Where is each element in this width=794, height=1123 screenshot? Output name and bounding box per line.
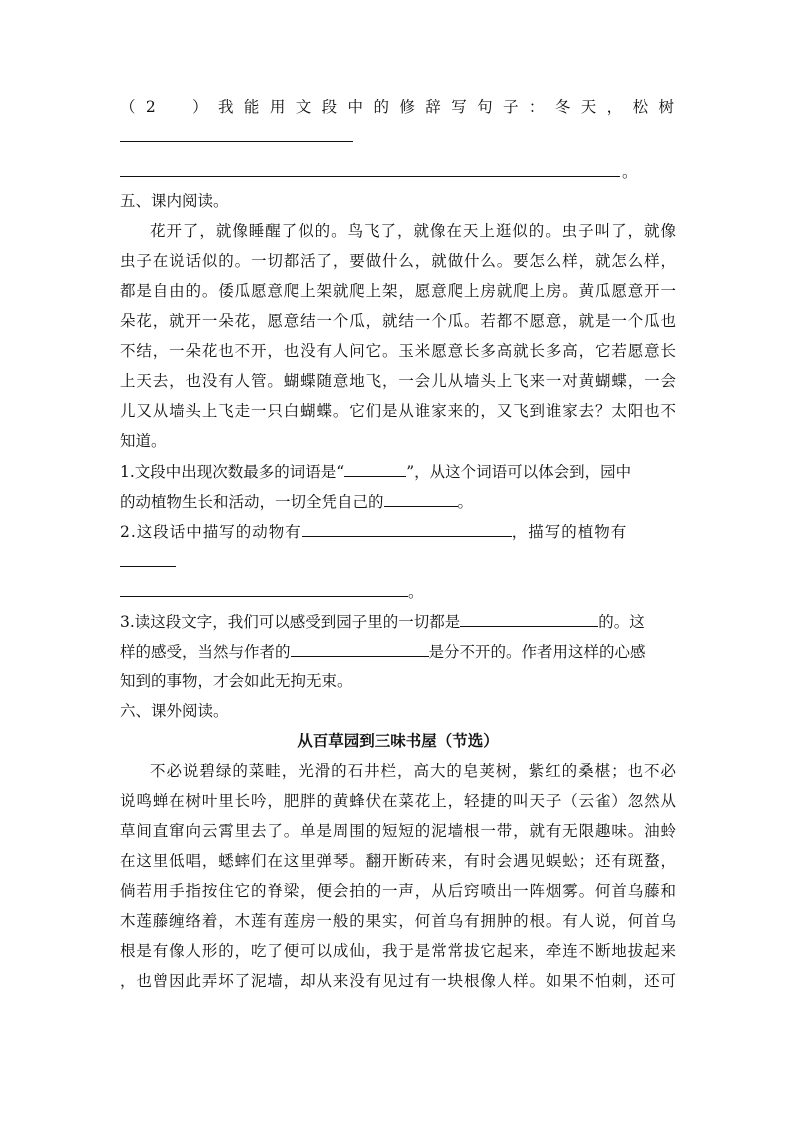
q1-text-c: 的动植物生长和活动，一切全凭自己的 [120, 493, 384, 511]
passage6-line: 木莲藤缠络着，木莲有莲房一般的果实，何首乌有拥肿的根。有人说，何首乌 [120, 912, 676, 930]
q2b-blank-plants-1[interactable] [120, 546, 176, 567]
passage5-line: 上天去，也没有人管。蝴蝶随意地飞，一会儿从墙头上飞来一对黄蝴蝶，一会 [120, 372, 676, 390]
passage6-line: 倘若用手指按住它的脊梁，便会拍的一声，从后窍喷出一阵烟雾。何首乌藤和 [120, 882, 676, 900]
worksheet-page [120, 92, 676, 122]
passage6-title: 从百草园到三味书屋（节选） [297, 731, 499, 750]
passage5-line: 知道。 [120, 432, 167, 450]
passage6-line: 草间直窜向云霄里去了。单是周围的短短的泥墙根一带，就有无限趣味。油蛉 [120, 822, 676, 840]
q1-blank-word[interactable] [344, 456, 406, 477]
passage5-line: 花开了，就像睡醒了似的。鸟飞了，就像在天上逛似的。虫子叫了，就像 [150, 222, 676, 240]
q2-answer-line-2[interactable] [120, 176, 620, 177]
q2b-blank-plants-2[interactable] [120, 576, 408, 597]
q2b-blank-animals[interactable] [302, 516, 512, 537]
q3-line-2 [120, 636, 676, 666]
q1-line-1 [120, 456, 676, 486]
q3-text-c: 样的感受，当然与作者的 [120, 643, 291, 661]
section5 [120, 186, 676, 996]
q3-line-1 [120, 606, 676, 636]
passage6-line: ，也曾因此弄坏了泥墙，却从来没有见过有一块根像人样。如果不怕刺，还可 [120, 972, 676, 990]
q3-blank-2[interactable] [291, 636, 429, 657]
q2b-line-2 [120, 546, 676, 576]
q3-blank-1[interactable] [460, 606, 598, 627]
q1-line-2 [120, 486, 676, 516]
passage6-line: 根是有像人形的，吃了便可以成仙，我于是常常拔它起来，牵连不断地拔起来 [120, 942, 676, 960]
section5-heading: 五、课内阅读。 [120, 192, 229, 210]
passage5-line: 朵花，就开一朵花，愿意结一个瓜，就结一个瓜。若都不愿意，就是一个瓜也 [120, 312, 676, 330]
q3-text-a: 3.读这段文字，我们可以感受到园子里的一切都是 [120, 613, 461, 631]
passage6-line: 不必说碧绿的菜畦，光滑的石井栏，高大的皂荚树，紫红的桑椹；也不必 [150, 762, 676, 780]
q1-blank-self[interactable] [384, 486, 458, 507]
q2-end-mark: 。 [622, 163, 638, 181]
q3-line-3: 知到的事物，才会如此无拘无束。 [120, 672, 353, 690]
q3-text-b: 的。这 [598, 613, 645, 631]
q2b-end: 。 [408, 583, 424, 601]
q1-text-a: 1.文段中出现次数最多的词语是“ [120, 463, 345, 481]
q2b-line-3 [120, 576, 676, 606]
section6-heading: 六、课外阅读。 [120, 702, 229, 720]
q2-prompt: （2 ）我能用文段中的修辞写句子：冬天，松树 [120, 98, 676, 116]
q2b-text-b: ，描写的植物有 [511, 523, 628, 541]
passage5-line: 儿又从墙头上飞走一只白蝴蝶。它们是从谁家来的，又飞到谁家去？太阳也不 [120, 402, 676, 420]
passage5-line: 不结，一朵花也不开，也没有人问它。玉米愿意长多高就长多高，它若愿意长 [120, 342, 676, 360]
q1-text-b: ”，从这个词语可以体会到，园中 [406, 463, 632, 481]
q1-text-d: 。 [457, 493, 474, 511]
passage6-line: 说鸣蝉在树叶里长吟，肥胖的黄蜂伏在菜花上，轻捷的叫天子（云雀）忽然从 [120, 792, 676, 810]
passage5-line: 都是自由的。倭瓜愿意爬上架就爬上架，愿意爬上房就爬上房。黄瓜愿意开一 [120, 282, 676, 300]
q2-answer-line-1[interactable] [120, 141, 353, 142]
passage6-line: 在这里低唱，蟋蟀们在这里弹琴。翻开断砖来，有时会遇见蜈蚣；还有斑蝥， [120, 852, 676, 870]
q2b-text-a: 2.这段话中描写的动物有 [120, 523, 302, 541]
q2b-line-1 [120, 516, 676, 546]
q3-text-d: 是分不开的。作者用这样的心感 [428, 643, 646, 661]
passage5-line: 虫子在说话似的。一切都活了，要做什么，就做什么。要怎么样，就怎么样， [120, 252, 676, 270]
